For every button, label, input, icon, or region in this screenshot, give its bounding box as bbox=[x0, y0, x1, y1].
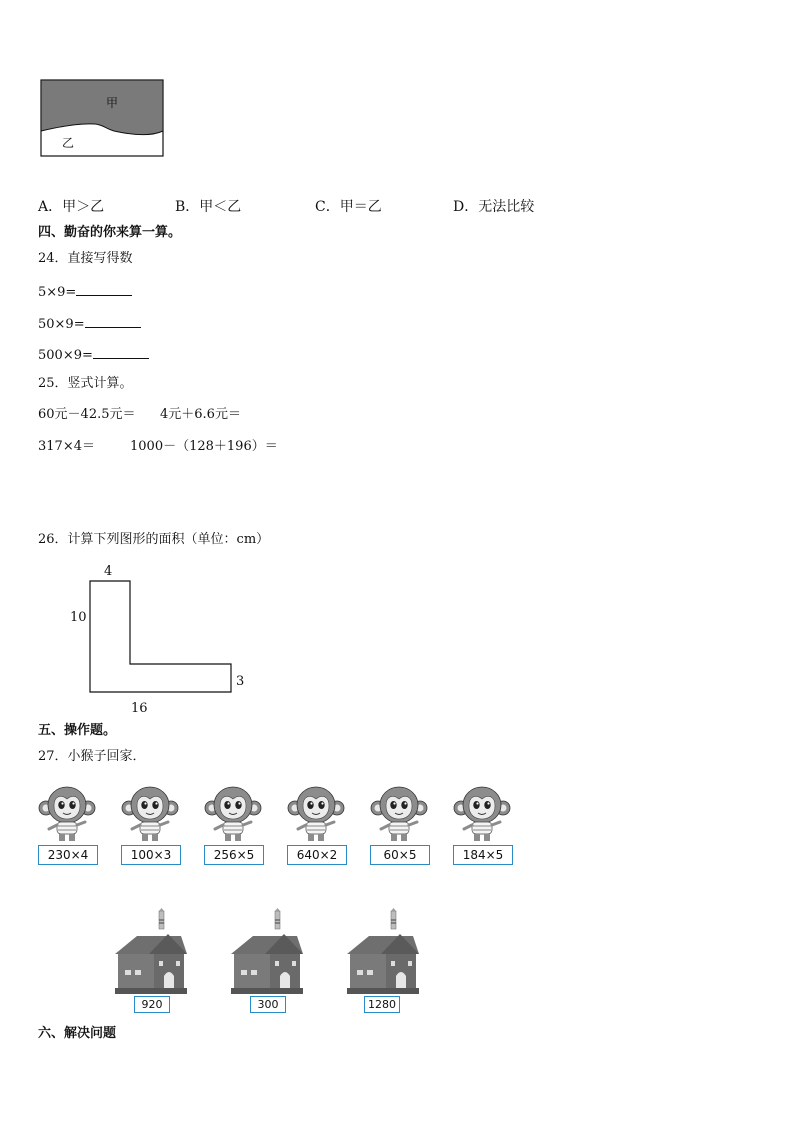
q24-expr-1: 5×9= bbox=[38, 285, 77, 300]
expression-box-2: 100×3 bbox=[121, 845, 181, 865]
house-icon-3[interactable] bbox=[347, 908, 419, 996]
q25-expr-3: 317×4＝ bbox=[38, 439, 95, 454]
expression-box-6: 184×5 bbox=[453, 845, 513, 865]
house-icon-2[interactable] bbox=[231, 908, 303, 996]
section-6-title: 六、解决问题 bbox=[38, 1026, 117, 1041]
q24-title: 24．直接写得数 bbox=[38, 251, 133, 266]
house-number-3: 1280 bbox=[364, 996, 400, 1013]
house-number-2: 300 bbox=[250, 996, 286, 1013]
q24-item-3 bbox=[38, 345, 149, 364]
q27-title: 27．小猴子回家． bbox=[38, 749, 146, 764]
house-number-1: 920 bbox=[134, 996, 170, 1013]
answer-blank-2[interactable] bbox=[85, 314, 141, 328]
option-b[interactable]: B．甲＜乙 bbox=[175, 199, 242, 215]
q25-expr-2: 4元＋6.6元＝ bbox=[160, 407, 241, 422]
monkey-icon-2[interactable] bbox=[120, 782, 180, 842]
option-c[interactable]: C．甲＝乙 bbox=[315, 199, 382, 215]
option-a[interactable]: A．甲＞乙 bbox=[38, 199, 105, 215]
answer-blank-3[interactable] bbox=[93, 345, 149, 359]
section-4-title: 四、勤奋的你来算一算。 bbox=[38, 225, 182, 240]
section-5-title: 五、操作题。 bbox=[38, 723, 117, 738]
q24-item-2 bbox=[38, 314, 141, 333]
q24-expr-3: 500×9= bbox=[38, 348, 93, 363]
q26-title: 26．计算下列图形的面积（单位：cm） bbox=[38, 532, 270, 547]
q24-item-1 bbox=[38, 282, 132, 301]
l-shape-figure bbox=[89, 580, 234, 695]
region-label-yi: 乙 bbox=[62, 136, 75, 150]
dim-right: 3 bbox=[236, 674, 245, 689]
dim-top: 4 bbox=[104, 564, 113, 579]
region-label-jia: 甲 bbox=[106, 96, 119, 110]
monkey-icon-4[interactable] bbox=[286, 782, 346, 842]
comparison-figure bbox=[40, 79, 165, 158]
q25-title: 25．竖式计算。 bbox=[38, 376, 133, 391]
option-d[interactable]: D．无法比较 bbox=[453, 199, 535, 215]
monkey-icon-5[interactable] bbox=[369, 782, 429, 842]
monkey-icon-1[interactable] bbox=[37, 782, 97, 842]
dim-left: 10 bbox=[70, 610, 87, 625]
monkey-icon-3[interactable] bbox=[203, 782, 263, 842]
q24-expr-2: 50×9= bbox=[38, 317, 85, 332]
answer-blank-1[interactable] bbox=[76, 282, 132, 296]
expression-box-1: 230×4 bbox=[38, 845, 98, 865]
dim-bottom: 16 bbox=[131, 701, 148, 716]
q25-expr-1: 60元－42.5元＝ bbox=[38, 407, 136, 422]
house-icon-1[interactable] bbox=[115, 908, 187, 996]
q25-expr-4: 1000－（128＋196）＝ bbox=[130, 439, 278, 454]
monkey-icon-6[interactable] bbox=[452, 782, 512, 842]
expression-box-5: 60×5 bbox=[370, 845, 430, 865]
expression-box-3: 256×5 bbox=[204, 845, 264, 865]
expression-box-4: 640×2 bbox=[287, 845, 347, 865]
